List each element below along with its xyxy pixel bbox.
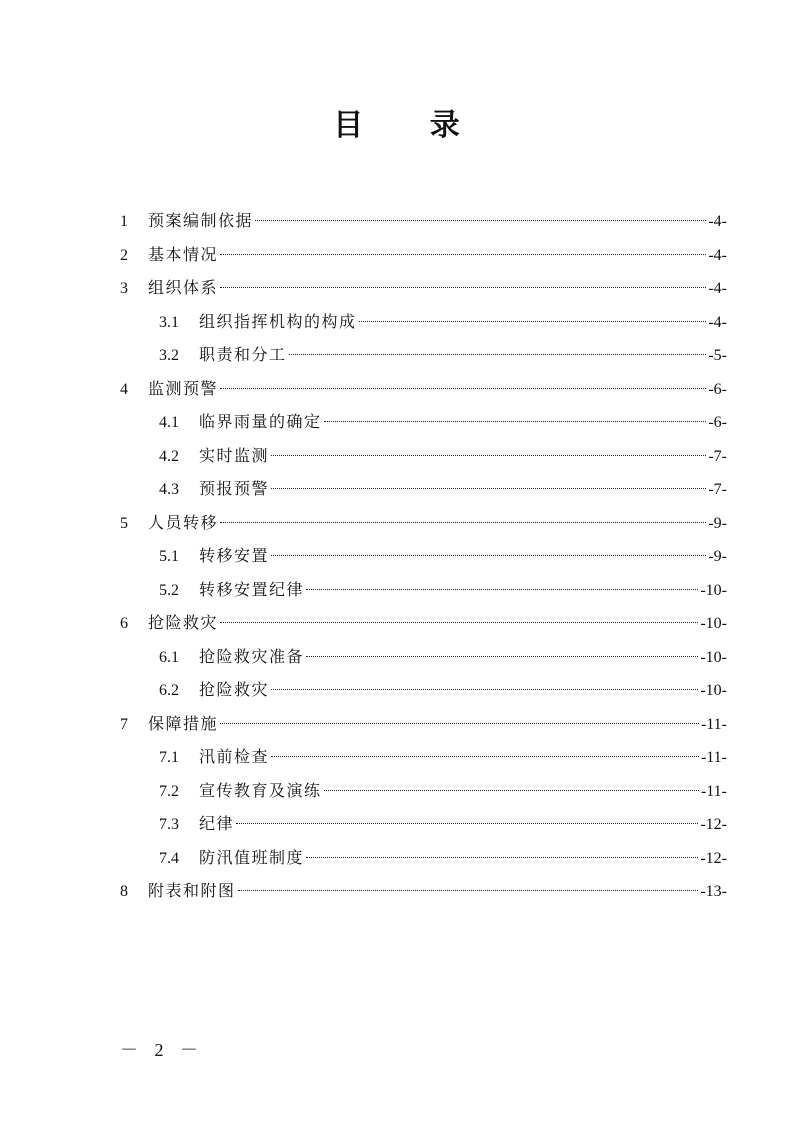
toc-entry-label: 宣传教育及演练 [199, 780, 322, 800]
toc-entry[interactable] [120, 707, 727, 741]
toc-entry-page: -9- [708, 514, 727, 532]
toc-entry-label: 纪律 [199, 814, 235, 833]
toc-dot-leader [271, 756, 699, 757]
toc-dot-leader [238, 890, 699, 891]
toc-entry-number: 7.3 [159, 816, 179, 833]
toc-dot-leader [271, 455, 706, 456]
toc-dot-leader [220, 522, 706, 523]
toc-entry-page: -7- [708, 481, 727, 498]
toc-entry-number: 7 [120, 715, 128, 733]
toc-entry[interactable] [120, 874, 727, 908]
toc-entry[interactable] [120, 271, 727, 305]
toc-entry[interactable] [120, 439, 727, 473]
page-number: － 2 － [120, 1040, 204, 1060]
toc-dot-leader [220, 287, 706, 288]
toc-entry-page: -10- [700, 581, 727, 599]
toc-entry-label: 转移安置 [199, 546, 270, 565]
toc-entry[interactable] [120, 472, 727, 506]
toc-entry-label: 基本情况 [148, 244, 219, 264]
toc-entry-number: 5.1 [159, 548, 179, 565]
toc-entry-label: 防汛值班制度 [199, 847, 305, 867]
toc-entry-number: 7.1 [159, 749, 179, 766]
toc-entry-label: 人员转移 [148, 512, 219, 532]
toc-entry-number: 7.4 [159, 849, 179, 867]
toc-entry-number: 3.1 [159, 313, 179, 331]
toc-entry-number: 6 [120, 615, 128, 632]
toc-entry[interactable] [120, 673, 727, 707]
table-of-contents [120, 204, 727, 908]
toc-entry-label: 组织指挥机构的构成 [199, 311, 357, 331]
toc-entry-number: 3.2 [159, 347, 179, 364]
toc-entry-page: -4- [708, 280, 727, 297]
toc-entry[interactable] [120, 573, 727, 607]
toc-entry-label: 预案编制依据 [148, 211, 254, 230]
toc-entry-label: 汛前检查 [199, 747, 270, 766]
toc-entry-page: -10- [700, 682, 727, 699]
toc-dot-leader [359, 321, 707, 322]
toc-entry-page: -10- [700, 615, 727, 632]
toc-entry[interactable] [120, 740, 727, 774]
toc-dot-leader [255, 220, 706, 221]
toc-entry-page: -6- [708, 380, 727, 398]
toc-entry-label: 监测预警 [148, 378, 219, 398]
toc-entry[interactable] [120, 506, 727, 540]
toc-entry[interactable] [120, 338, 727, 372]
toc-dot-leader [306, 857, 698, 858]
toc-entry-number: 4.1 [159, 414, 179, 431]
toc-entry-label: 转移安置纪律 [199, 579, 305, 599]
toc-entry-page: -6- [708, 414, 727, 431]
toc-dot-leader [220, 254, 706, 255]
toc-entry-page: -9- [708, 548, 727, 565]
toc-dot-leader [220, 622, 698, 623]
toc-entry-page: -4- [708, 213, 727, 230]
toc-entry[interactable] [120, 405, 727, 439]
toc-entry-page: -11- [700, 715, 727, 733]
toc-dot-leader [289, 354, 707, 355]
toc-entry-page: -11- [700, 782, 727, 800]
toc-entry-page: -4- [708, 313, 727, 331]
toc-dot-leader [271, 488, 706, 489]
toc-entry-label: 组织体系 [148, 278, 219, 297]
toc-entry-label: 附表和附图 [148, 881, 236, 900]
toc-entry-number: 5.2 [159, 581, 179, 599]
toc-dot-leader [236, 823, 698, 824]
toc-entry-label: 预报预警 [199, 479, 270, 498]
toc-entry-number: 5 [120, 514, 128, 532]
toc-entry-page: -4- [708, 246, 727, 264]
toc-entry[interactable] [120, 238, 727, 272]
toc-entry-number: 1 [120, 213, 128, 230]
toc-entry-label: 保障措施 [148, 713, 219, 733]
toc-dot-leader [220, 723, 699, 724]
toc-entry[interactable] [120, 807, 727, 841]
toc-entry-page: -13- [700, 883, 727, 900]
toc-entry[interactable] [120, 640, 727, 674]
toc-entry-page: -12- [700, 849, 727, 867]
toc-dot-leader [324, 421, 707, 422]
toc-entry-number: 3 [120, 280, 128, 297]
toc-entry[interactable] [120, 539, 727, 573]
toc-dot-leader [306, 656, 698, 657]
toc-entry-label: 临界雨量的确定 [199, 412, 322, 431]
toc-entry[interactable] [120, 204, 727, 238]
toc-entry-label: 抢险救灾 [199, 680, 270, 699]
toc-dot-leader [271, 689, 698, 690]
toc-entry-label: 实时监测 [199, 445, 270, 465]
toc-dot-leader [220, 388, 706, 389]
toc-entry-number: 6.1 [159, 648, 179, 666]
toc-entry-label: 职责和分工 [199, 345, 287, 364]
toc-entry[interactable] [120, 841, 727, 875]
toc-entry[interactable] [120, 774, 727, 808]
toc-entry-page: -5- [708, 347, 727, 364]
toc-entry[interactable] [120, 305, 727, 339]
toc-entry-label: 抢险救灾 [148, 613, 219, 632]
toc-entry-number: 4.2 [159, 447, 179, 465]
toc-entry-page: -10- [700, 648, 727, 666]
toc-entry-number: 2 [120, 246, 128, 264]
toc-entry[interactable] [120, 372, 727, 406]
toc-entry-page: -12- [700, 816, 727, 833]
toc-dot-leader [324, 790, 699, 791]
toc-entry-number: 4.3 [159, 481, 179, 498]
toc-entry[interactable] [120, 606, 727, 640]
toc-entry-number: 7.2 [159, 782, 179, 800]
toc-entry-page: -11- [700, 749, 727, 766]
toc-entry-label: 抢险救灾准备 [199, 646, 305, 666]
toc-entry-number: 6.2 [159, 682, 179, 699]
toc-entry-page: -7- [708, 447, 727, 465]
toc-dot-leader [271, 555, 706, 556]
toc-entry-number: 8 [120, 883, 128, 900]
page-title: 目 录 [333, 108, 488, 143]
toc-entry-number: 4 [120, 380, 128, 398]
toc-dot-leader [306, 589, 698, 590]
